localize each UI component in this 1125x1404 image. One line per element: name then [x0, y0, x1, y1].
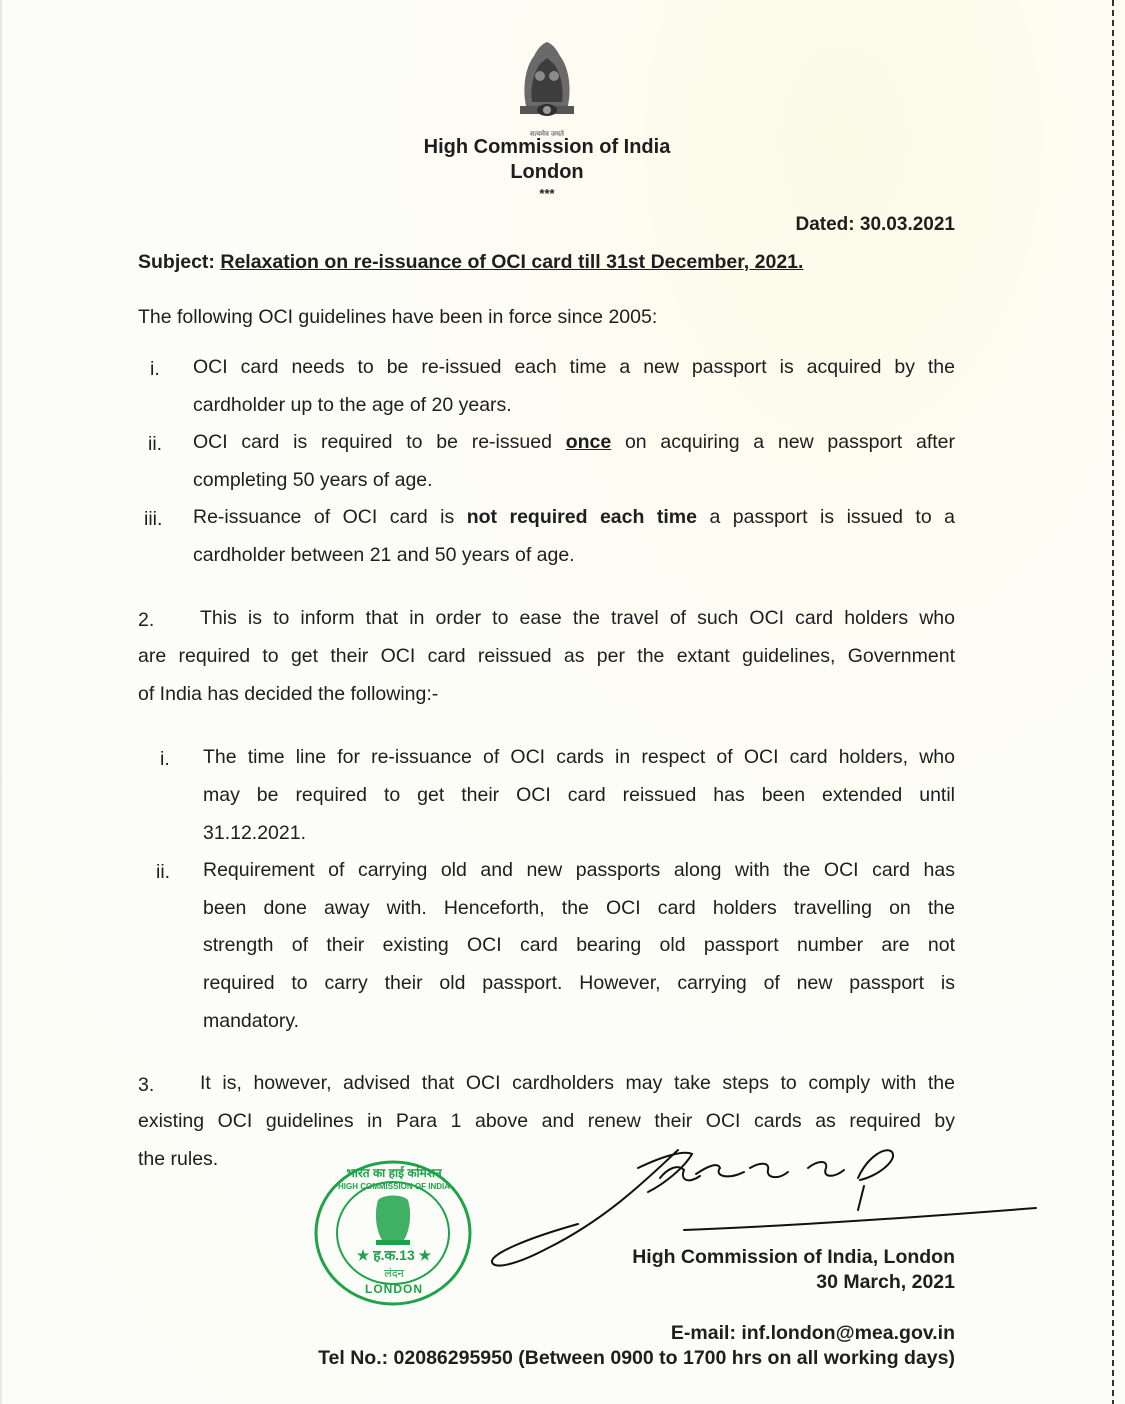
para2-line2: are required to get their OCI card reissued as per the extant guidelines, Government — [138, 645, 955, 667]
guideline-2-number: ii. — [148, 433, 163, 455]
page-right-edge — [1112, 0, 1114, 1404]
guideline-2-line1 — [193, 423, 955, 461]
emblem-motto: सत्यमेव जयते — [529, 131, 565, 138]
stamp-city-hindi: लंदन — [384, 1268, 404, 1280]
header-title: High Commission of India — [423, 136, 671, 158]
contact-phone: Tel No.: 02086295950 (Between 0900 to 1700 hrs on all working days) — [318, 1347, 955, 1369]
guideline-3-line2: cardholder between 21 and 50 years of age. — [193, 544, 575, 566]
stamp-city: LONDON — [365, 1282, 423, 1296]
decision-2-line5: mandatory. — [203, 1010, 300, 1032]
guideline-3-number: iii. — [144, 508, 163, 530]
national-emblem-icon — [512, 36, 582, 136]
header-stars: *** — [539, 186, 555, 201]
subject-text: Relaxation on re-issuance of OCI card till 31st December, 2021. — [220, 251, 804, 273]
para3-line1: It is, however, advised that OCI cardholders may take steps to comply with the — [200, 1072, 955, 1094]
para2-line3: of India has decided the following:- — [138, 683, 439, 705]
decision-1-line1: The time line for re-issuance of OCI cards in respect of OCI card holders, who — [203, 746, 955, 768]
decision-2-line3: strength of their existing OCI card bearing old passport number are not — [203, 934, 955, 956]
guideline-1-line2: cardholder up to the age of 20 years. — [193, 394, 512, 416]
signoff-date: 30 March, 2021 — [816, 1271, 955, 1293]
intro-text: The following OCI guidelines have been in force since 2005: — [138, 306, 658, 328]
subject-line — [138, 251, 803, 274]
guideline-1-line1: OCI card needs to be re-issued each time a new passport is acquired by the — [193, 356, 955, 378]
para3-line2: existing OCI guidelines in Para 1 above and renew their OCI cards as required by — [138, 1110, 955, 1132]
decision-1-number: i. — [160, 748, 170, 770]
decision-2-line1: Requirement of carrying old and new passports along with the OCI card has — [203, 859, 955, 881]
guideline-3-text-b: a passport is issued to a — [696, 506, 955, 528]
guideline-3-text-a: Re-issuance of OCI card is — [193, 506, 467, 528]
guideline-3-line1 — [193, 498, 955, 536]
stamp-ring-text: HIGH COMMISSION OF INDIA — [338, 1182, 450, 1191]
decision-1-line3: 31.12.2021. — [203, 822, 307, 844]
contact-email: E-mail: inf.london@mea.gov.in — [670, 1322, 955, 1344]
para3-number: 3. — [138, 1074, 155, 1096]
stamp-top-text: भारत का हाई कमिशन — [346, 1166, 442, 1180]
header-city: London — [510, 161, 584, 183]
subject-label: Subject: — [138, 251, 215, 273]
guideline-2-line2: completing 50 years of age. — [193, 469, 433, 491]
para2-line1: This is to inform that in order to ease the travel of such OCI card holders who — [200, 607, 955, 629]
para3-line3: the rules. — [138, 1148, 219, 1170]
guideline-1-number: i. — [150, 358, 160, 380]
decision-1-line2: may be required to get their OCI card reissued has been extended until — [203, 784, 955, 806]
decision-2-line2: been done away with. Henceforth, the OCI card holders travelling on the — [203, 897, 955, 919]
date-line: Dated: 30.03.2021 — [795, 214, 955, 235]
decision-2-line4: required to carry their old passport. However, carrying of new passport is — [203, 972, 955, 994]
para2-number: 2. — [138, 609, 155, 631]
page-left-edge — [0, 0, 2, 1404]
decision-2-number: ii. — [156, 861, 171, 883]
signoff-office: High Commission of India, London — [632, 1246, 955, 1268]
stamp-number: ★ ह.क.13 ★ — [356, 1247, 432, 1263]
guideline-2-text-a: OCI card is required to be re-issued — [193, 431, 566, 453]
guideline-2-emphasis: once — [565, 431, 612, 453]
guideline-3-emphasis: not required each time — [466, 506, 697, 528]
guideline-2-text-b: on acquiring a new passport after — [611, 431, 955, 453]
